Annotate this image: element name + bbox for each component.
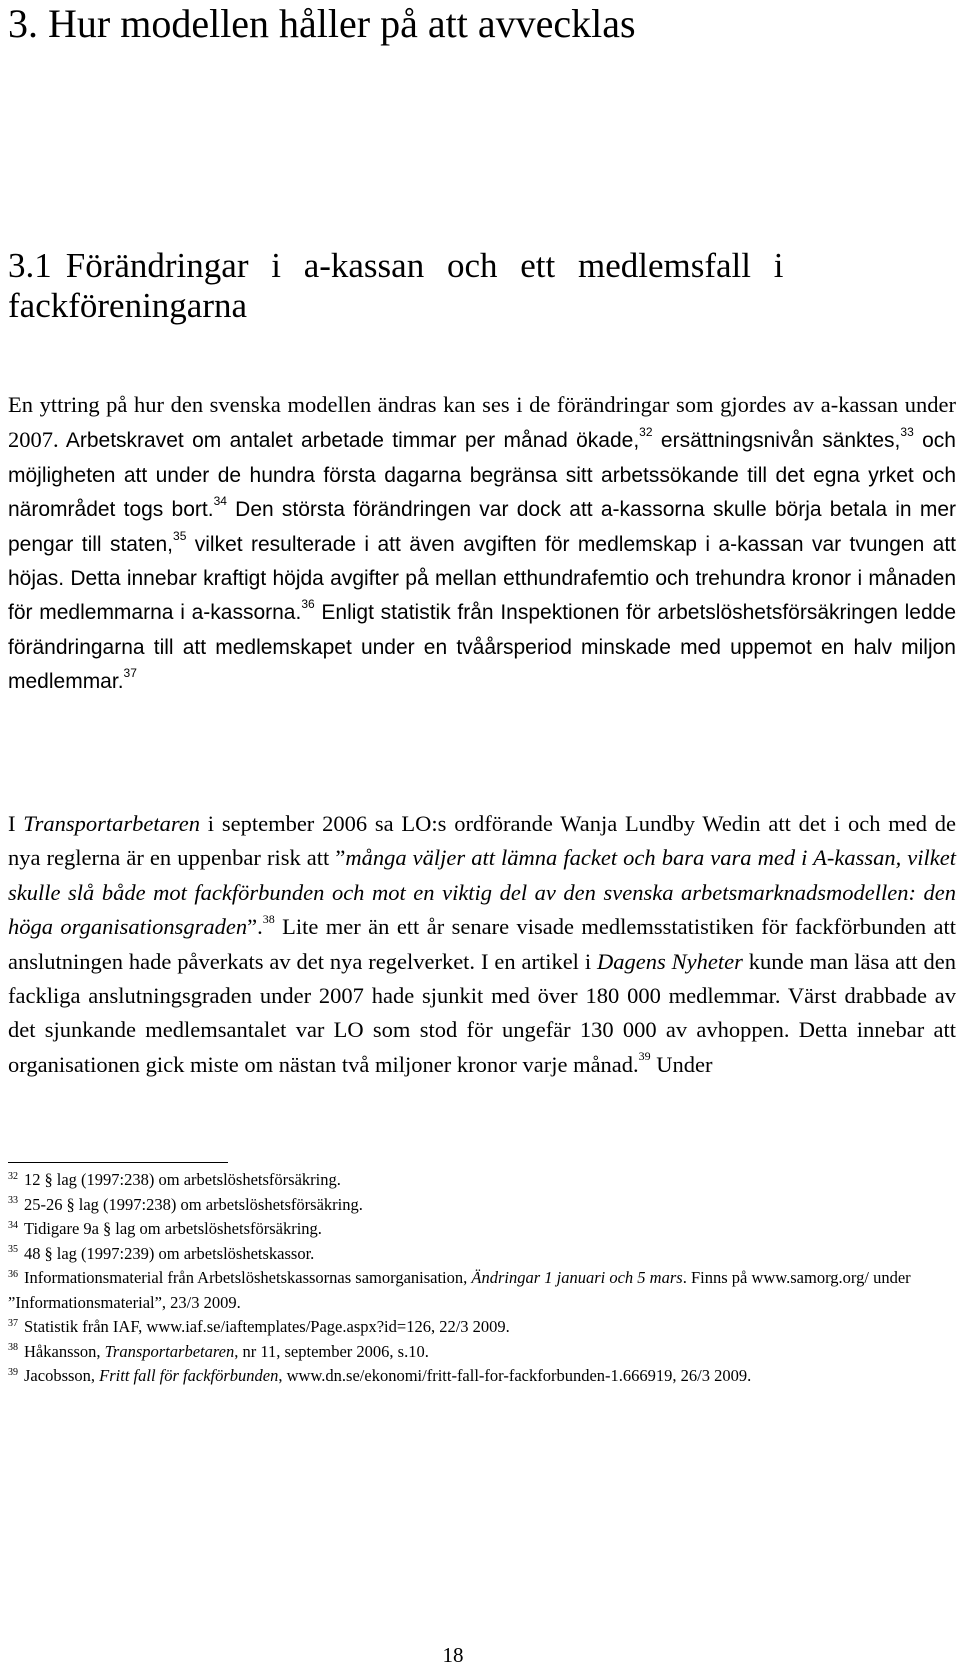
footnote-text: . Finns på www.samorg.org/ under ”Informationsmaterial”, 23/3 2009. <box>8 1268 911 1312</box>
footnote-text: , nr 11, september 2006, s.10. <box>234 1341 429 1361</box>
footnotes <box>8 1168 948 1389</box>
footnote-text: , www.dn.se/ekonomi/fritt-fall-for-fackforbunden-1.666919, 26/3 2009. <box>278 1366 752 1385</box>
footnote-33 <box>8 1193 948 1218</box>
footnote-36 <box>8 1266 948 1315</box>
footnote-number: 36 <box>8 1268 18 1280</box>
chapter-heading: 3. Hur modellen håller på att avvecklas <box>8 1 636 46</box>
para1-text: och möjligheten att under de hundra första dagarna begränsa sitt arbetssökande till det egna yrket och närområdet togs bort. <box>8 429 956 522</box>
footnote-text: Informationsmaterial från Arbetslöshetskassornas samorganisation, <box>24 1268 472 1287</box>
footnote-number: 35 <box>8 1244 18 1255</box>
paragraph-akassa <box>8 388 956 700</box>
footnote-text: 48 <box>24 1243 41 1263</box>
para2-text: i september 2006 sa LO:s ordförande Wanja Lundby Wedin att det i och med de nya reglerna är en uppenbar risk att ” <box>8 811 957 871</box>
footnote-number: 37 <box>8 1317 18 1329</box>
page-number: 18 <box>442 1643 464 1667</box>
footnote-ref-32[interactable]: 32 <box>639 425 653 440</box>
footnote-text: lag (1997:238) om arbetslöshetsförsäkring. <box>78 1194 363 1214</box>
para2-text: ”. <box>247 914 263 940</box>
footnote-ref-36[interactable]: 36 <box>301 597 315 612</box>
footnote-title: Ändringar 1 januari och 5 mars <box>471 1268 683 1287</box>
section-title-line1: Förändringar i a-kassan och ett medlemsfall i <box>65 246 784 285</box>
paragraph-transportarbetaren <box>8 807 956 1082</box>
para2-text: I <box>8 811 24 836</box>
footnote-ref-37[interactable]: 37 <box>123 666 137 681</box>
footnote-ref-33[interactable]: 33 <box>900 425 914 440</box>
footnote-ref-38[interactable]: 38 <box>262 911 275 926</box>
para1-text: vilket resulterade i att även avgiften för medlemskap i a-kassan var tvungen att höjas. Detta innebar kraftigt höjda avgifter på mellan etthundrafemtio och trehundra kronor i månaden för medlemmarna i a-kassorna. <box>8 532 956 625</box>
footnote-divider <box>8 1162 228 1163</box>
footnote-number: 33 <box>8 1195 18 1206</box>
para2-text: Lite mer än ett år senare visade medlemsstatistiken för fackförbunden att anslutningen hade påverkats av det nya regelverket. I en artikel i <box>8 914 956 974</box>
section-sign: § <box>103 1219 112 1238</box>
publication-title: Dagens Nyheter <box>596 948 743 974</box>
footnote-number: 32 <box>8 1170 18 1182</box>
para1-text: Arbetskravet om antalet arbetade timmar per månad ökade, <box>58 429 640 453</box>
footnote-38 <box>8 1340 948 1365</box>
footnote-text: lag (1997:238) om arbetslöshetsförsäkring. <box>56 1170 341 1189</box>
para1-text: En yttring på hur den svenska modellen ändras kan ses i de förändringar som gjordes av a-kassan under 2007. <box>8 392 956 453</box>
para1-text: ersättningsnivån sänktes, <box>652 429 901 453</box>
section-sign: § <box>44 1170 53 1189</box>
footnote-text: 25-26 <box>24 1194 63 1214</box>
footnote-text: Tidigare 9a <box>24 1219 100 1238</box>
footnote-35 <box>8 1242 948 1267</box>
footnote-text: Håkansson, <box>24 1341 105 1361</box>
footnote-ref-35[interactable]: 35 <box>173 528 187 543</box>
para1-text: Enligt statistik från Inspektionen för arbetslöshetsförsäkringen ledde förändringarna till att medlemskapet under en tvåårsperiod minskade med uppemot en halv miljon medlemmar. <box>8 601 956 694</box>
footnote-text: lag om arbetslöshetsförsäkring. <box>115 1219 322 1238</box>
footnote-number: 34 <box>8 1219 18 1231</box>
quote: många väljer att lämna facket och bara vara med i A-kassan, vilket skulle slå både mot fackförbunden och mot en viktig del av den svenska arbetsmarknadsmodellen: den höga organisationsgraden <box>8 845 956 940</box>
para2-text: Under <box>650 1051 713 1077</box>
section-number: 3.1 <box>8 246 52 285</box>
footnote-ref-34[interactable]: 34 <box>213 494 227 509</box>
footnote-title: Fritt fall för fackförbunden <box>99 1366 279 1385</box>
publication-title: Transportarbetaren <box>23 811 200 836</box>
footnote-37 <box>8 1315 948 1340</box>
footnote-32 <box>8 1168 948 1193</box>
footnote-number: 39 <box>8 1366 18 1378</box>
section-sign: § <box>44 1243 53 1263</box>
footnote-39 <box>8 1364 948 1389</box>
section-heading <box>8 246 958 326</box>
section-sign: § <box>66 1194 75 1214</box>
section-title-line2: fackföreningarna <box>8 286 248 325</box>
footnote-text: Statistik från IAF, www.iaf.se/iaftemplates/Page.aspx?id=126, 22/3 2009. <box>24 1317 510 1336</box>
footnote-title: Transportarbetaren <box>104 1341 235 1361</box>
para2-text: kunde man läsa att den fackliga anslutningsgraden under 2007 hade sjunkit med över 180 000 medlemmar. Värst drabbade av det sjunkande medlemsantalet var LO som stod för ungefär 130 000 av avhoppen. Detta innebar att organisationen gick miste om nästan två miljoner kronor varje månad. <box>8 948 957 1077</box>
footnote-ref-39[interactable]: 39 <box>638 1049 651 1064</box>
footnote-text: lag (1997:239) om arbetslöshetskassor. <box>56 1243 315 1263</box>
para1-text: Den största förändringen var dock att a-kassorna skulle börja betala in mer pengar till staten, <box>8 498 956 556</box>
footnote-number: 38 <box>8 1342 18 1353</box>
footnote-text: 12 <box>24 1170 41 1189</box>
footnote-text: Jacobsson, <box>24 1366 100 1385</box>
footnote-34 <box>8 1217 948 1242</box>
